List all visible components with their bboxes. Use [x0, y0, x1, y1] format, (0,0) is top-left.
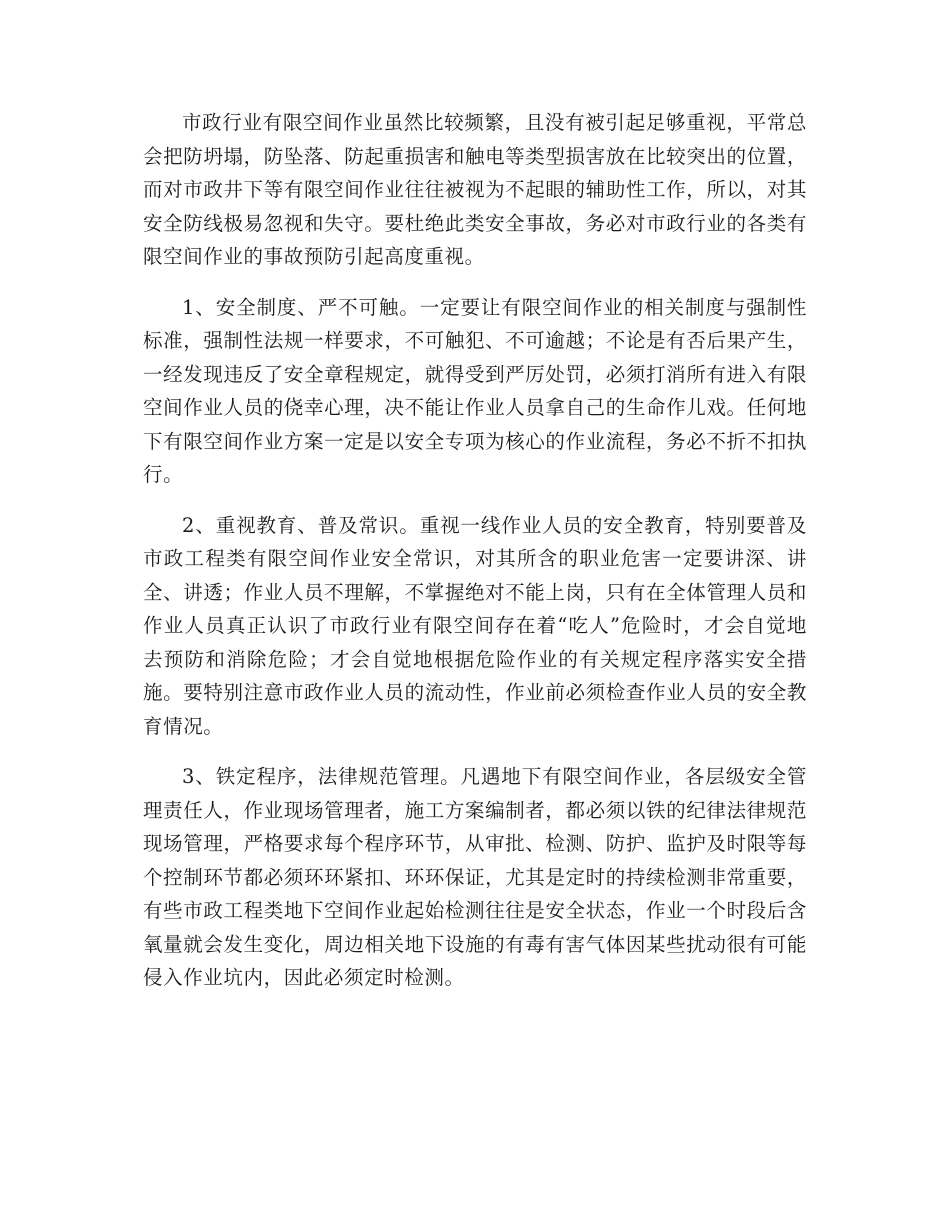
paragraph-safety-system: 1、安全制度、严不可触。一定要让有限空间作业的相关制度与强制性标准，强制性法规一样要求，不可触犯、不可逾越；不论是有否后果产生，一经发现违反了安全章程规定，就得受到严厉处罚，必须打消所有进入有限空间作业人员的侥幸心理，决不能让作业人员拿自己的生命作儿戏。任何地下有限空间作业方案一定是以安全专项为核心的作业流程，务必不折不扣执行。 [143, 295, 807, 486]
paragraph-education: 2、重视教育、普及常识。重视一线作业人员的安全教育，特别要普及市政工程类有限空间作业安全常识，对其所含的职业危害一定要讲深、讲全、讲透；作业人员不理解，不掌握绝对不能上岗，只有在全体管理人员和作业人员真正认识了市政行业有限空间存在着“吃人”危险时，才会自觉地去预防和消除危险；才会自觉地根据危险作业的有关规定程序落实安全措施。要特别注意市政作业人员的流动性，作业前必须检查作业人员的安全教育情况。 [143, 513, 807, 738]
document-body [143, 106, 807, 1012]
paragraph-intro: 市政行业有限空间作业虽然比较频繁，且没有被引起足够重视，平常总会把防坍塌，防坠落、防起重损害和触电等类型损害放在比较突出的位置，而对市政井下等有限空间作业往往被视为不起眼的辅助性工作，所以，对其安全防线极易忽视和失守。要杜绝此类安全事故，务必对市政行业的各类有限空间作业的事故预防引起高度重视。 [143, 111, 807, 268]
paragraph-procedure: 3、铁定程序，法律规范管理。凡遇地下有限空间作业，各层级安全管理责任人，作业现场管理者，施工方案编制者，都必须以铁的纪律法律规范现场管理，严格要求每个程序环节，从审批、检测、防护、监护及时限等每个控制环节都必须环环紧扣、环环保证，尤其是定时的持续检测非常重要，有些市政工程类地下空间作业起始检测往往是安全状态，作业一个时段后含氧量就会发生变化，周边相关地下设施的有毒有害气体因某些扰动很有可能侵入作业坑内，因此必须定时检测。 [143, 765, 807, 989]
